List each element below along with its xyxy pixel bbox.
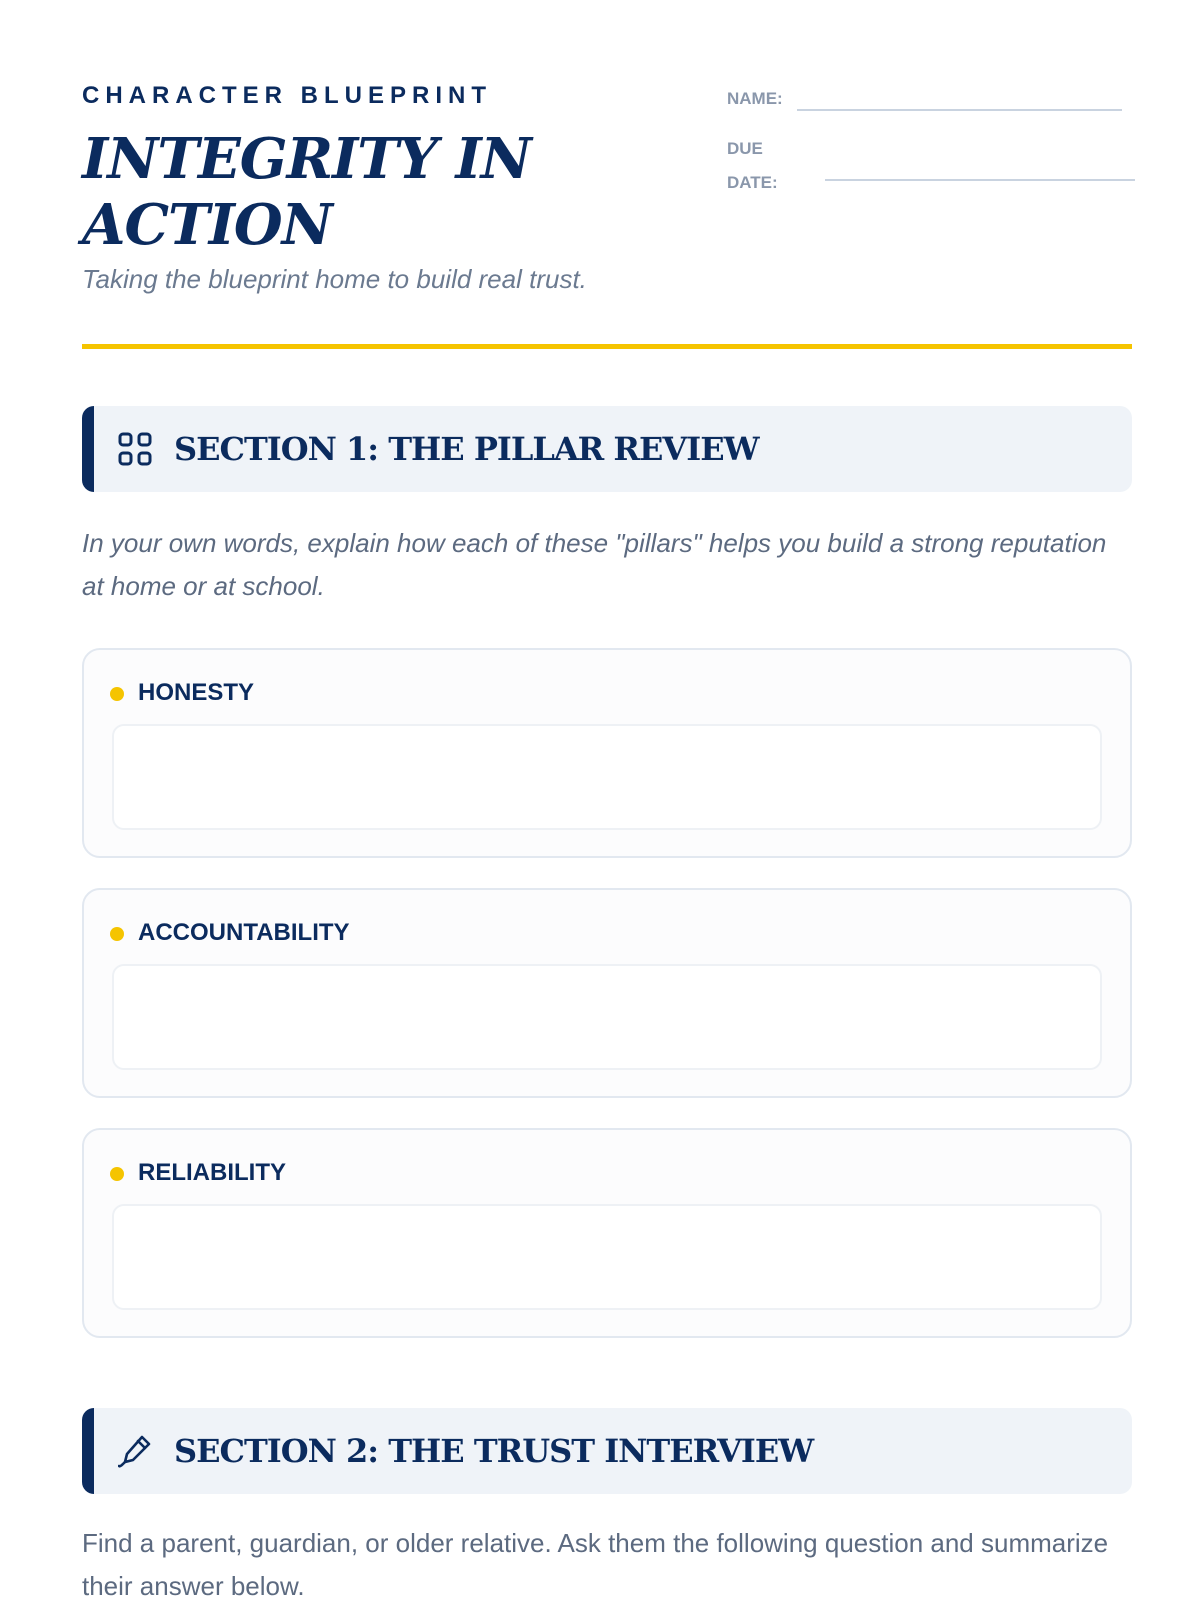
pen-icon — [118, 1434, 152, 1468]
pillar-card-reliability — [82, 1128, 1132, 1338]
section-2-header — [82, 1408, 1132, 1494]
pillar-label: HONESTY — [138, 679, 255, 706]
section-1-header — [82, 406, 1132, 492]
worksheet-header — [82, 82, 1132, 352]
student-info — [727, 82, 1137, 212]
worksheet-subtitle: Taking the blueprint home to build real trust. — [82, 264, 587, 294]
reliability-answer-box[interactable] — [112, 1204, 1102, 1310]
pillar-card-honesty — [82, 648, 1132, 858]
pillar-card-accountability — [82, 888, 1132, 1098]
worksheet-kicker: CHARACTER BLUEPRINT — [82, 82, 492, 109]
name-field[interactable] — [797, 109, 1122, 111]
due-date-field[interactable] — [825, 179, 1135, 181]
bullet-dot-icon — [110, 1167, 124, 1181]
title-line-1: INTEGRITY IN — [82, 126, 531, 192]
due-label-line-2: DATE: — [727, 173, 778, 192]
section-1-title: SECTION 1: THE PILLAR REVIEW — [174, 430, 759, 468]
section-2-instruction: Find a parent, guardian, or older relative. Ask them the following question and summarize their answer below. — [82, 1528, 1109, 1600]
bullet-dot-icon — [110, 927, 124, 941]
section-2-title: SECTION 2: THE TRUST INTERVIEW — [174, 1432, 814, 1470]
accountability-answer-box[interactable] — [112, 964, 1102, 1070]
name-label: NAME: — [727, 89, 783, 108]
due-label-line-1: DUE — [727, 139, 763, 158]
grid-icon — [118, 432, 152, 466]
section-1-instruction: In your own words, explain how each of these "pillars" helps you build a strong reputation at home or at school. — [82, 528, 1107, 601]
pillar-label: ACCOUNTABILITY — [138, 919, 350, 946]
bullet-dot-icon — [110, 687, 124, 701]
honesty-answer-box[interactable] — [112, 724, 1102, 830]
worksheet-title — [82, 126, 702, 258]
pillar-label: RELIABILITY — [138, 1159, 286, 1186]
title-line-2: ACTION — [82, 192, 332, 258]
header-divider — [82, 344, 1132, 349]
